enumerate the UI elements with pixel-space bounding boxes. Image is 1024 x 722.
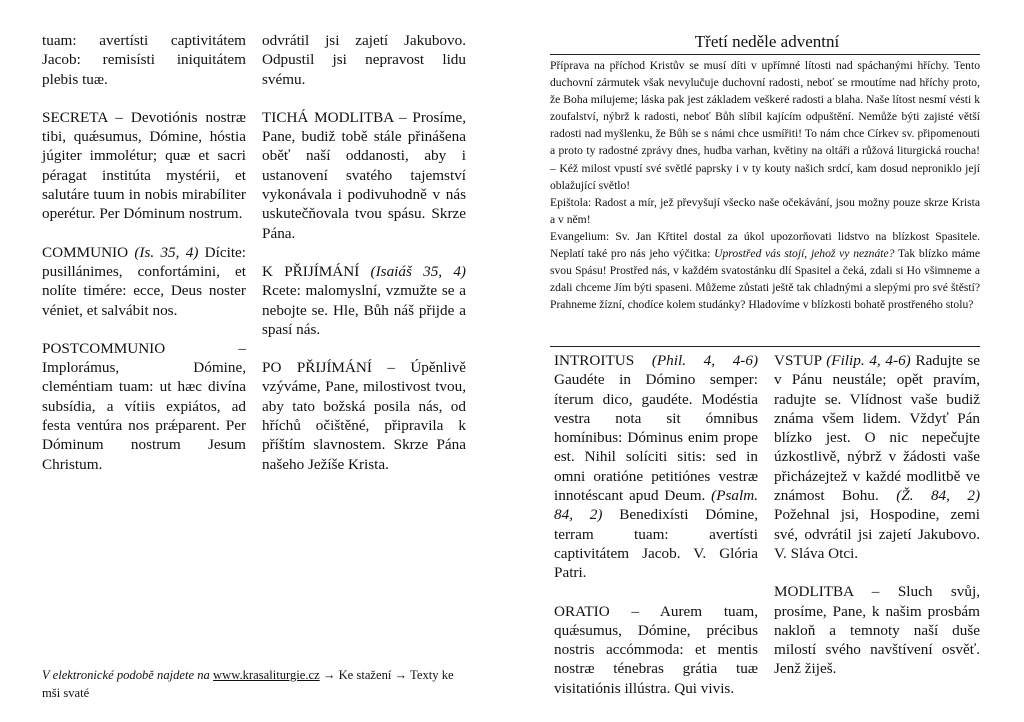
left-czech-column <box>262 31 466 493</box>
section-label: COMMUNIO <box>42 243 129 261</box>
intro-gospel: Evangelium: Sv. Jan Křtitel dostal za úkol upozorňovati lidstvo na blízkost Spasitele. Neplatí také pro nás jeho výčitka: Uprostřed vás stojí, jehož vy neznáte? Tak blízko máme svou Spásu! Prostřed nás, v každém svatostánku dlí Spasitel a čeká, zdali si Ho všimneme a zdali chceme Jím býti spaseni. Můžeme zůstati ještě tak chladnými a slepými pro své štěstí? Prahneme žízní, chodíce kolem studánky? Hladovíme v blízkosti bohatě prostřeného stolu? <box>550 229 980 312</box>
latin-postcommunio: POSTCOMMUNIO – Implorámus, Dómine, cleméntiam tuam: ut hæc divína subsídia, a vítiis expiátos, ad festa ventúra nos prǽparent. Per Dóminum nostrum Jesum Christum. <box>42 339 246 473</box>
left-latin-column <box>42 31 246 493</box>
title-divider <box>550 54 980 55</box>
section-label: VSTUP <box>774 352 822 369</box>
scripture-ref: (Psalm. 84, 2) <box>554 487 758 524</box>
latin-communio: COMMUNIO (Is. 35, 4) Dícite: pusillánimes, confortámini, et nolíte timére: ecce, Deus noster véniet, et salvábit nos. <box>42 243 246 319</box>
intro-epistle: Epištola: Radost a mír, jež převyšují všecko naše očekávání, jsou možny pouze skrze Krista a v něm! <box>550 195 980 226</box>
scripture-ref: (Isaiáš 35, 4) <box>370 262 466 280</box>
scripture-ref: (Is. 35, 4) <box>134 243 199 261</box>
latin-offertory-end: tuam: avertísti captivitátem Jacob: remisísti iniquitátem plebis tuæ. <box>42 32 246 88</box>
scripture-ref: (Filip. 4, 4-6) <box>826 352 911 369</box>
latin-secreta: SECRETA – Devotiónis nostræ tibi, quǽsumus, Dómine, hóstia júgiter immolétur; quæ et sacri péragat institúta mystérii, et salutáre tuum in nobis mirabíliter operétur. Per Dóminum nostrum. <box>42 108 246 223</box>
section-label: K PŘIJÍMÁNÍ <box>262 262 360 280</box>
czech-offertory-end: odvrátil jsi zajetí Jakubovo. Odpustil jsi nepravost lidu svému. <box>262 32 466 88</box>
czech-vstup: VSTUP (Filip. 4, 4-6) Radujte se v Pánu neustále; opět pravím, radujte se. Vlídnost vaše budiž známa všem lidem. Vždyť Pán blízko jest. O nic nepečujte úzkostlivě, nýbrž v žádosti vaše přicházejtež v každé modlitbě ve známost Bohu. (Ž. 84, 2) Požehnal jsi, Hospodine, zemi své, odvrátil jsi zajetí Jakubovo. V. Sláva Otci. <box>774 352 981 562</box>
right-latin-column <box>554 351 758 717</box>
scripture-ref: (Phil. 4, 4-6) <box>651 352 759 369</box>
footer-note: V elektronické podobě najdete na www.krasaliturgie.cz → Ke stažení → Texty ke mši svaté <box>42 668 454 700</box>
latin-oratio: ORATIO – Aurem tuam, quǽsumus, Dómine, précibus nostris accómmoda: et mentis nostræ ténebras grátia tuæ visitatiónis illústra. Qui vivis. <box>554 602 758 697</box>
latin-introitus: INTROITUS (Phil. 4, 4-6) Gaudéte in Dómino semper: íterum dico, gaudéte. Modéstia vestra nota sit ómnibus homínibus: Dóminus enim prope est. Nihil solíciti sitis: sed in omni oratióne petitiónes vestræ innotéscant apud Deum. (Psalm. 84, 2) Benedixísti Dómine, terram tuam: avertísti captivitátem Jacob. V. Glória Patri. <box>554 352 759 582</box>
czech-ticha-modlitba: TICHÁ MODLITBA – Prosíme, Pane, budiž tobě stále přinášena oběť naší oddanosti, aby i ustanovení svatého tajemství vykonávala i podivuhodně v nás uskutečňovala tvou spásu. Skrze Pána. <box>262 108 466 242</box>
czech-modlitba: MODLITBA – Sluch svůj, prosíme, Pane, k našim prosbám nakloň a temnoty naší duše milostí svého navštívení osvěť. Jenž žiješ. <box>774 583 980 678</box>
scripture-ref: (Ž. 84, 2) <box>896 487 981 505</box>
page-title: Třetí neděle adventní <box>694 32 840 51</box>
intro-meditation <box>550 57 980 313</box>
czech-po-prijimani: PO PŘIJÍMÁNÍ – Úpěnlivě vzýváme, Pane, milostivost tvou, aby tato božská posila nás, od hříchů očištěné, připravila k příštím slavnostem. Skrze Pána našeho Ježíše Krista. <box>262 359 466 473</box>
section-label: INTROITUS <box>554 352 635 369</box>
czech-k-prijimani: K PŘIJÍMÁNÍ (Isaiáš 35, 4) Rcete: malomyslní, vzmužte se a nebojte se. Hle, Bůh náš přijde a spasí nás. <box>262 262 466 338</box>
right-czech-column <box>774 351 980 698</box>
intro-divider <box>550 346 980 347</box>
website-link[interactable]: www.krasaliturgie.cz <box>213 668 320 682</box>
intro-paragraph: Příprava na příchod Kristův se musí díti v upřímné lítosti nad spáchanými hříchy. Tento duchovní zármutek však nevylučuje duchovní radosti, neboť se rmoutíme nad hříchy proto, že Boha milujeme; láska pak jest základem veškeré radosti a blaha. Naše lítost nesmí vésti k zoufalství, nýbrž k radosti, neboť Bůh slíbil kajícím odpuštění. Nemůže býti zajisté větší radosti nad myšlenku, že Bůh se s námi chce usmířiti! To nám chce Církev sv. připomenouti a proto ty radostné zprávy dnes, hudba varhan, květiny na oltáři a růžová liturgická roucha! – Kéž milost vpustí své světlé paprsky i v ty kouty našich srdcí, kam dosud neproniklo její oblažující světlo! <box>550 59 980 192</box>
